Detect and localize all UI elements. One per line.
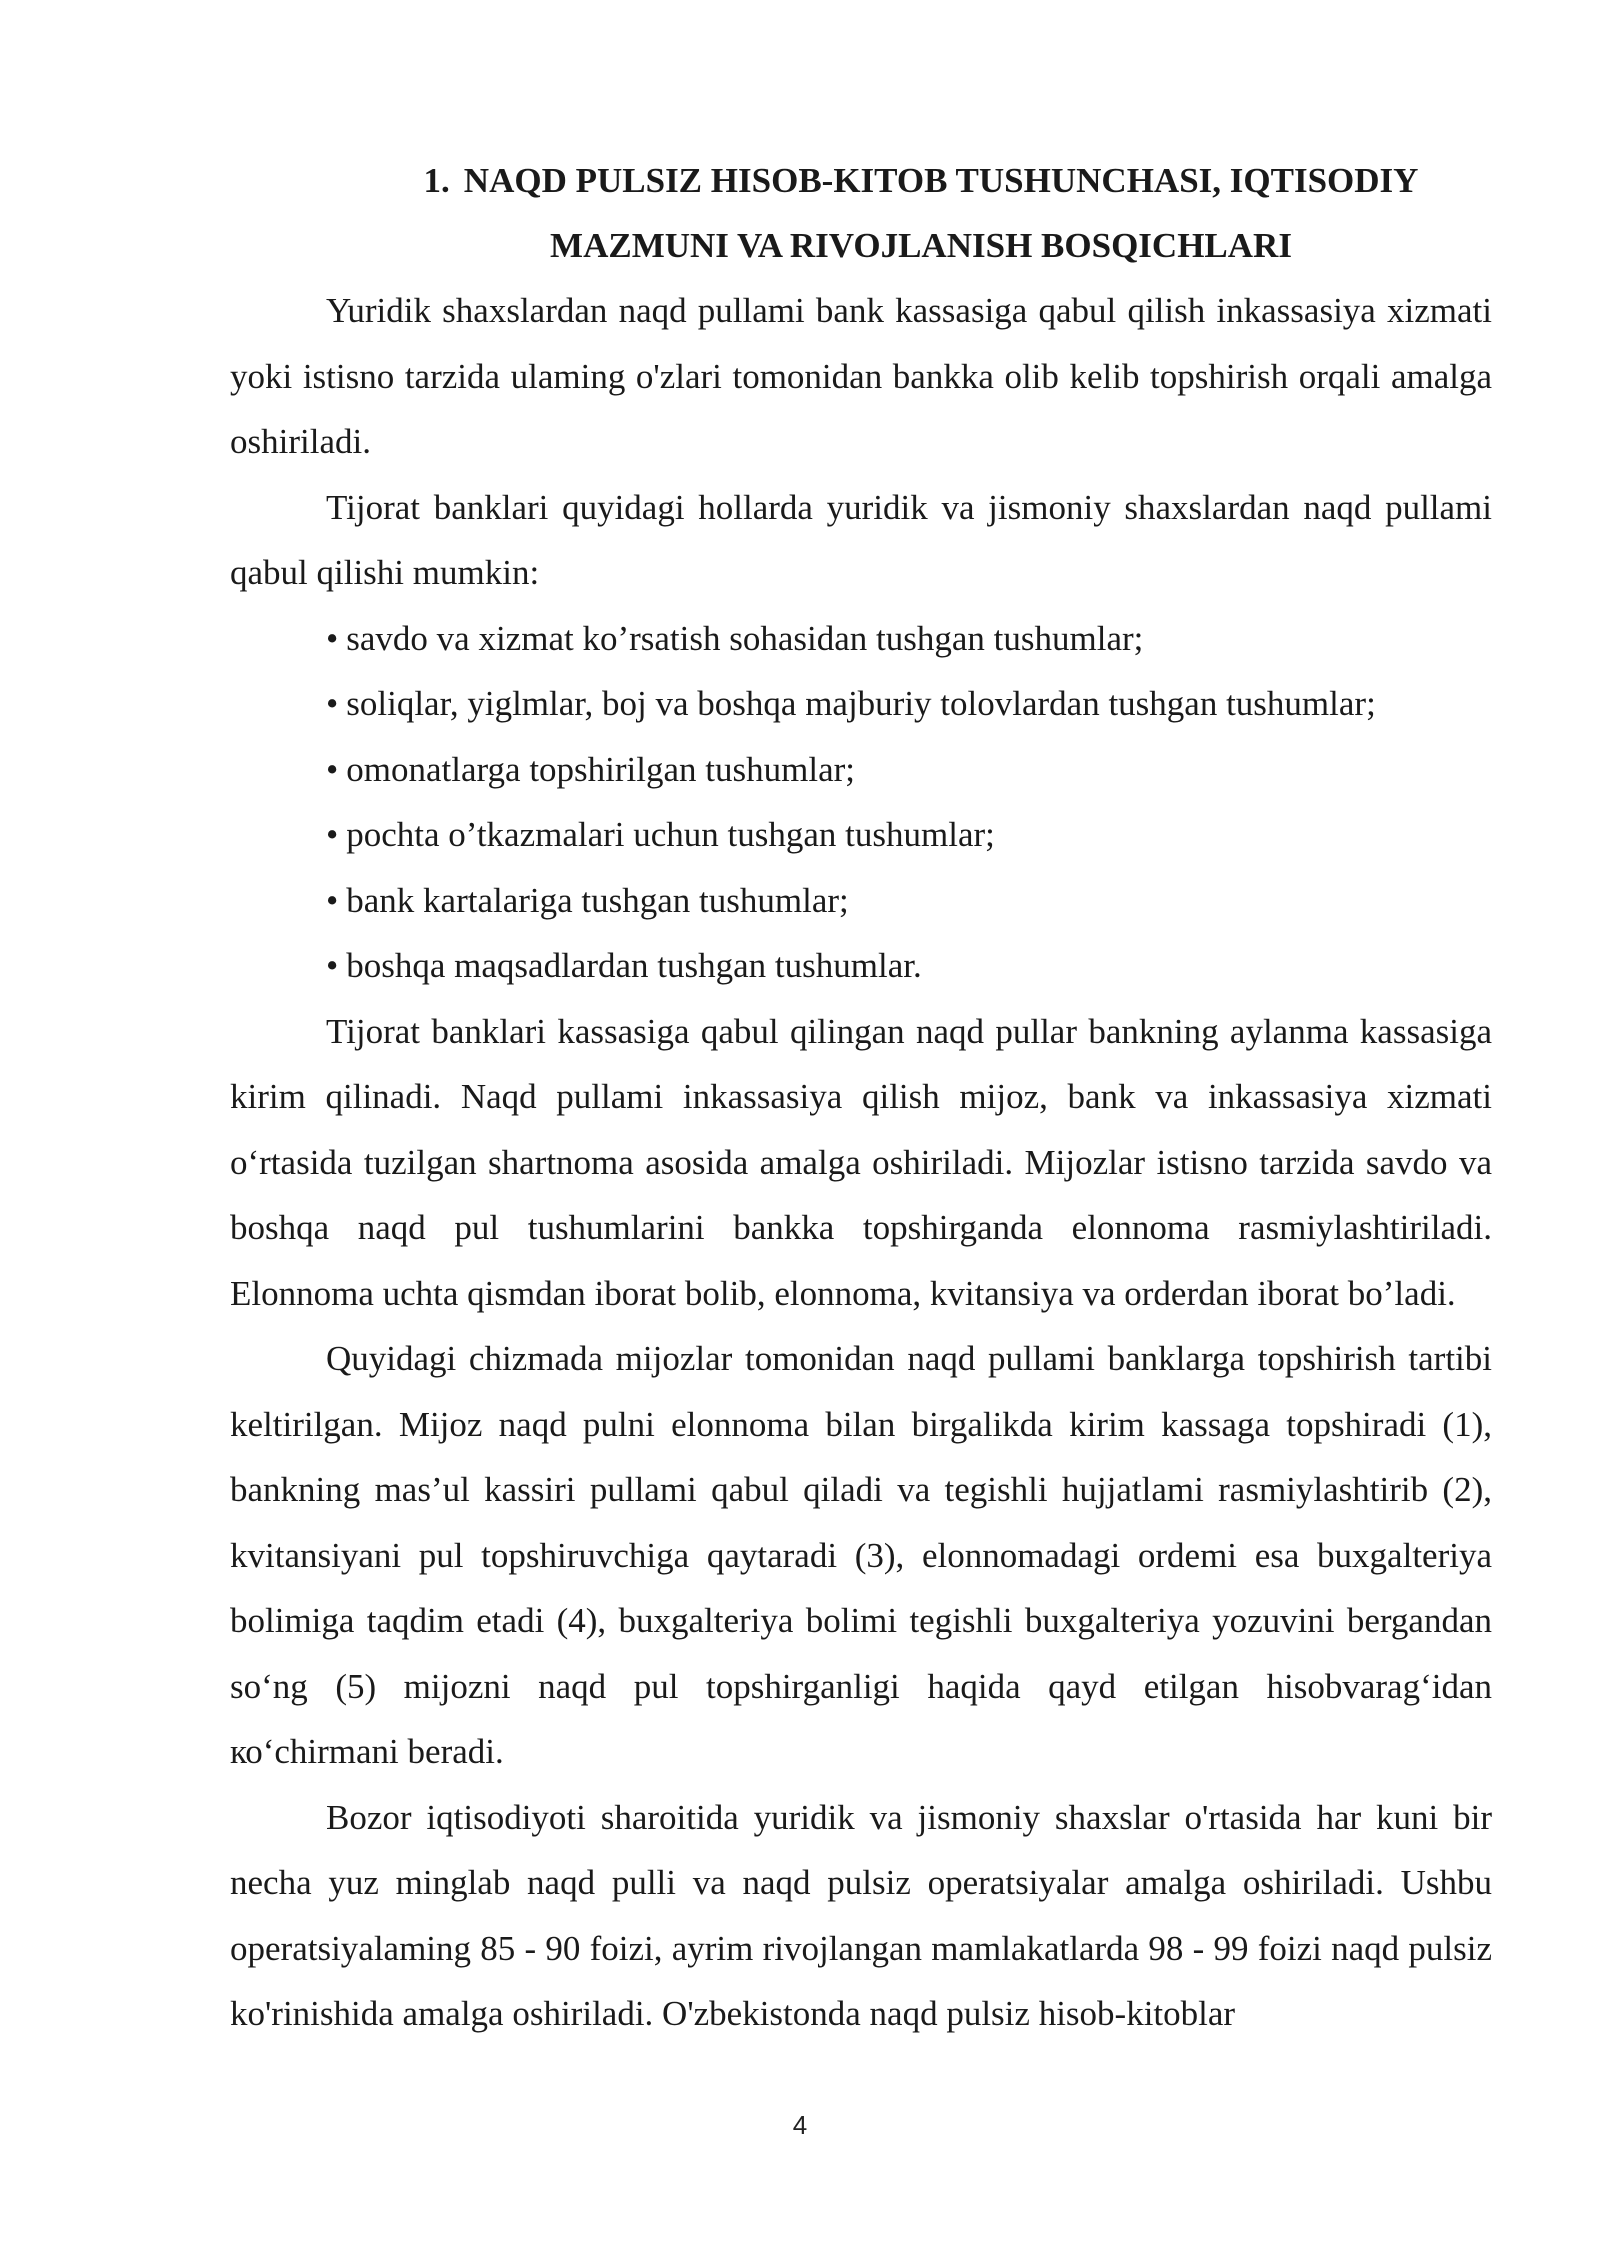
bullet-item: [230, 737, 1492, 803]
paragraph-2: Tijorat banklari quyidagi hollarda yuridik va jismoniy shaxslardan naqd pullami qabul qilishi mumkin:: [230, 487, 1492, 592]
bullet-marker: •: [326, 618, 339, 658]
page-number: 4: [792, 2110, 808, 2140]
bullet-marker: •: [326, 946, 339, 985]
section-heading-line-1: NAQD PULSIZ HISOB-KITOB TUSHUNCHASI, IQTISODIY: [463, 161, 1419, 200]
paragraph-1: Yuridik shaxslardan naqd pullami bank kassasiga qabul qilish inkassasiya xizmati yoki istisno tarzida ulaming o'zlari tomonidan bankka olib kelib topshirish orqali amalga oshiriladi.: [230, 291, 1492, 461]
bullet-marker: •: [326, 815, 339, 854]
bullet-marker: •: [326, 749, 339, 789]
bullet-text: pochta o’tkazmalari uchun tushgan tushumlar;: [346, 815, 995, 854]
paragraph-4: Quyidagi chizmada mijozlar tomonidan naqd pullami banklarga topshirish tartibi keltirilgan. Mijoz naqd pulni elonnoma bilan birgalikda kirim kassaga topshiradi (1), bankning mas’ul kassiri pullami qabul qiladi va tegishli hujjatlami rasmiylashtirib (2), kvitansiyani pul topshiruvchiga qaytaradi (3), elonnomadagi ordemi esa buxgalteriya bolimiga taqdim etadi (4), buxgalteriya bolimi tegishli buxgalteriya yozuvini bergandan so‘ng (5) mijozni naqd pul topshirganligi haqida qayd etilgan hisobvarag‘idan ко‘chirmani beradi.: [230, 1339, 1492, 1771]
section-heading-line-2: MAZMUNI VA RIVOJLANISH BOSQICHLARI: [550, 226, 1292, 265]
bullet-text: omonatlarga topshirilgan tushumlar;: [346, 749, 855, 789]
bullet-text: bank kartalariga tushgan tushumlar;: [346, 880, 849, 920]
bullet-text: boshqa maqsadlardan tushgan tushumlar.: [346, 946, 922, 985]
bullet-item: [230, 802, 1492, 868]
bullet-marker: •: [326, 880, 339, 920]
section-number: 1.: [423, 161, 450, 200]
bullet-text: savdo va xizmat ko’rsatish sohasidan tushgan tushumlar;: [346, 618, 1144, 658]
section-heading: [230, 148, 1492, 278]
paragraph-5: Bozor iqtisodiyoti sharoitida yuridik va jismoniy shaxslar o'rtasida har kuni bir necha yuz minglab naqd pulli va naqd pulsiz operatsiyalar amalga oshiriladi. Ushbu operatsiyalaming 85 - 90 foizi, ayrim rivojlangan mamlakatlarda 98 - 99 foizi naqd pulsiz ko'rinishida amalga oshiriladi. O'zbekistonda naqd pulsiz hisob-kitoblar: [230, 1797, 1492, 2033]
bullet-item: [230, 868, 1492, 934]
bullet-item: [230, 671, 1492, 737]
bullet-marker: •: [326, 684, 339, 723]
paragraph-3: Tijorat banklari kassasiga qabul qilingan naqd pullar bankning aylanma kassasiga kirim qilinadi. Naqd pullami inkassasiya qilish mijoz, bank va inkassasiya xizmati o‘rtasida tuzilgan shartnoma asosida amalga oshiriladi. Mijozlar istisno tarzida savdo va boshqa naqd pul tushumlarini bankka topshirganda elonnoma rasmiylashtiriladi. Elonnoma uchta qismdan iborat bolib, elonnoma, kvitansiya va orderdan iborat bo’ladi.: [230, 1011, 1492, 1313]
bullet-item: [230, 933, 1492, 999]
bullet-text: soliqlar, yiglmlar, boj va boshqa majburiy tolovlardan tushgan tushumlar;: [346, 684, 1376, 723]
document-page: [230, 148, 1492, 2047]
bullet-item: [230, 606, 1492, 672]
bullet-list: [230, 606, 1492, 999]
